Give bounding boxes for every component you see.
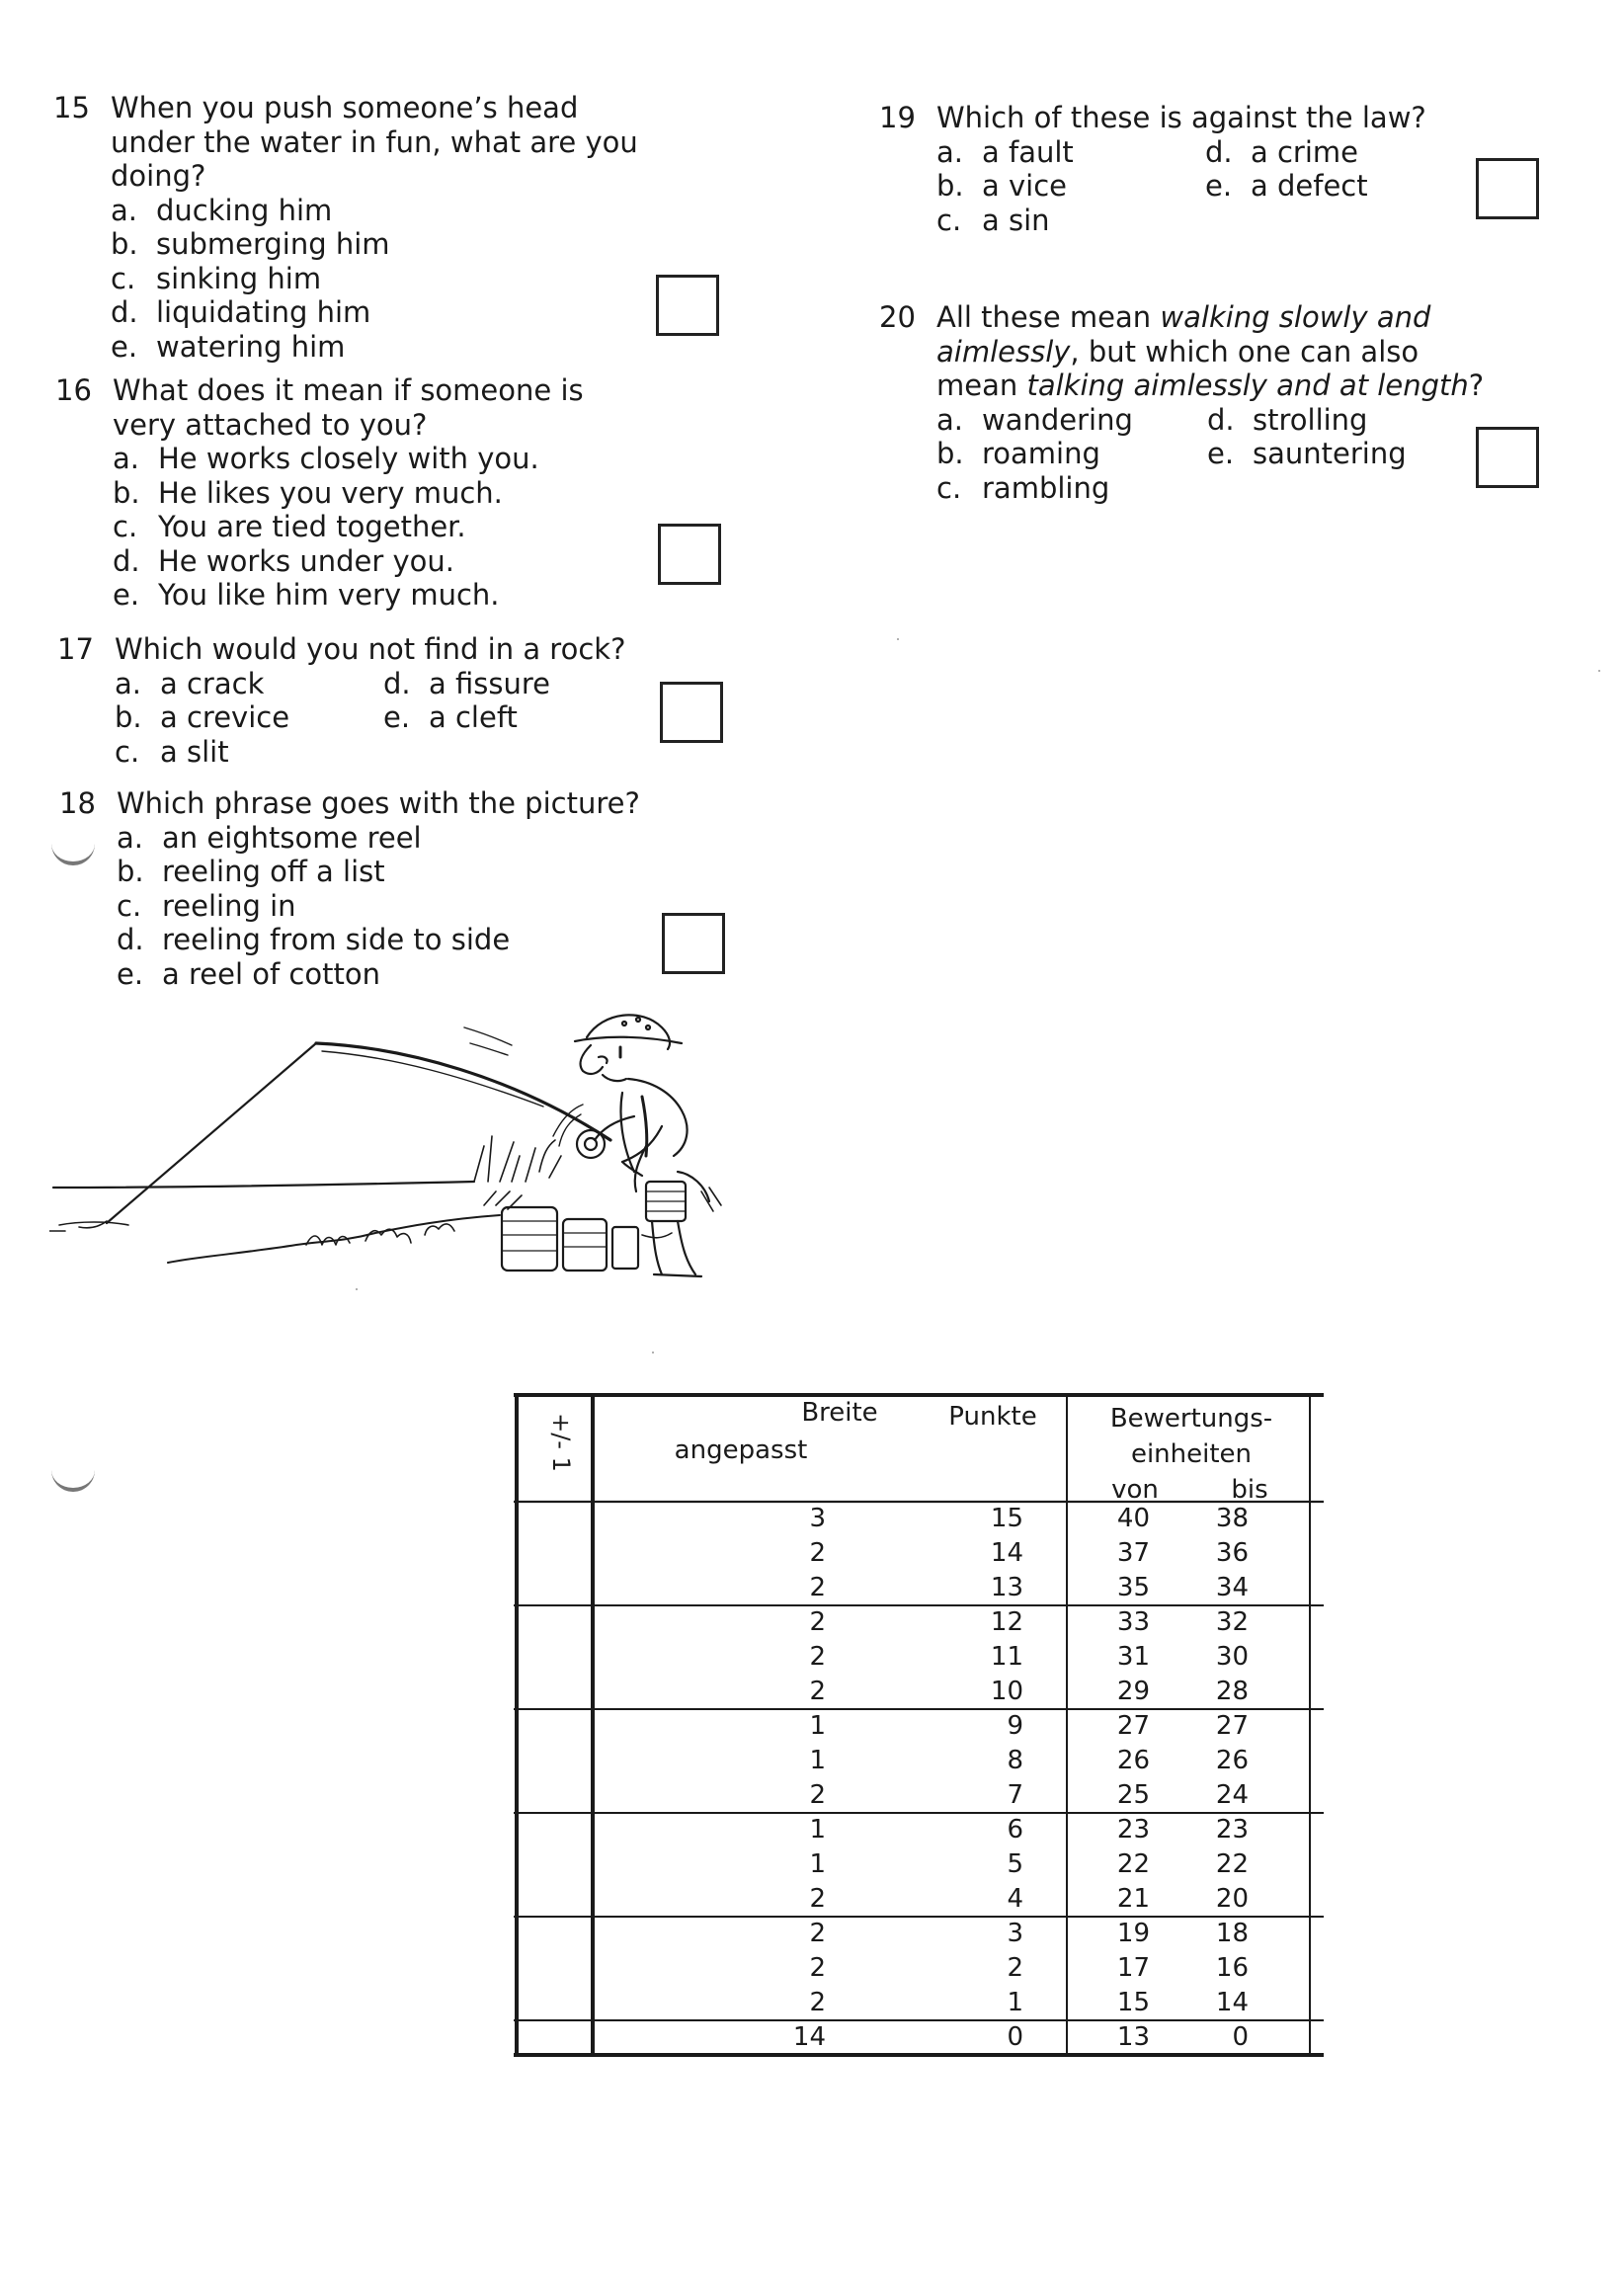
bis-cell: 32 <box>1215 1607 1249 1637</box>
option-a[interactable]: a. wandering <box>936 402 1133 437</box>
option-c[interactable]: c. You are tied together. <box>113 510 466 543</box>
breite-cell: 2 <box>809 1642 826 1672</box>
question-number: 15 <box>53 91 90 124</box>
question-stem: What does it mean if someone is very attached to you? <box>113 373 584 442</box>
punkte-cell: 5 <box>1007 1849 1023 1879</box>
punch-hole-mark <box>51 832 95 865</box>
bis-cell: 20 <box>1215 1884 1249 1914</box>
answer-box-18[interactable] <box>662 913 725 974</box>
header-breite: Breite <box>801 1398 878 1428</box>
question-stem: All these mean walking slowly and aimlessly, but which one can also mean talking aimlessly and at length? <box>936 300 1485 402</box>
von-cell: 23 <box>1116 1815 1150 1845</box>
bis-cell: 26 <box>1215 1746 1249 1775</box>
option-e[interactable]: e. a reel of cotton <box>117 956 380 991</box>
question-number: 19 <box>879 101 916 134</box>
question-16 <box>55 373 666 613</box>
header-punkte: Punkte <box>948 1402 1037 1432</box>
option-e[interactable]: e. a defect <box>1205 169 1368 203</box>
option-b[interactable]: b. a crevice <box>115 700 290 734</box>
punkte-cell: 12 <box>990 1607 1023 1637</box>
option-a[interactable]: a. ducking him <box>111 193 333 227</box>
bis-cell: 28 <box>1215 1677 1249 1706</box>
fisherman-illustration <box>49 998 741 1294</box>
question-stem: When you push someone’s head under the water in fun, what are you doing? <box>111 91 638 193</box>
header-von: von <box>1111 1475 1159 1505</box>
option-a[interactable]: a. He works closely with you. <box>113 442 539 475</box>
question-19 <box>879 101 1490 237</box>
breite-cell: 14 <box>792 2022 826 2052</box>
option-e[interactable]: e. You like him very much. <box>113 578 500 612</box>
von-cell: 31 <box>1116 1642 1150 1672</box>
punkte-cell: 7 <box>1007 1780 1023 1810</box>
option-d[interactable]: d. a crime <box>1205 134 1359 169</box>
option-a[interactable]: a. an eightsome reel <box>117 820 422 855</box>
option-e[interactable]: e. watering him <box>111 329 346 364</box>
von-cell: 33 <box>1116 1607 1150 1637</box>
breite-cell: 2 <box>809 1953 826 1983</box>
answer-box-15[interactable] <box>656 275 719 336</box>
punkte-cell: 9 <box>1007 1711 1023 1741</box>
bis-cell: 0 <box>1232 2022 1249 2052</box>
question-number: 18 <box>59 786 96 820</box>
option-d[interactable]: d. liquidating him <box>111 295 371 329</box>
punkte-cell: 10 <box>990 1677 1023 1706</box>
von-cell: 27 <box>1116 1711 1150 1741</box>
bis-cell: 30 <box>1215 1642 1249 1672</box>
option-b[interactable]: b. roaming <box>936 437 1100 470</box>
answer-box-17[interactable] <box>660 682 723 743</box>
options-col-2 <box>1207 403 1407 471</box>
breite-cell: 2 <box>809 1573 826 1602</box>
breite-cell: 3 <box>809 1504 826 1533</box>
question-17 <box>57 632 668 769</box>
option-c[interactable]: c. a sin <box>936 203 1050 237</box>
options-col-2 <box>383 667 550 735</box>
option-c[interactable]: c. sinking him <box>111 261 322 295</box>
bis-cell: 34 <box>1215 1573 1249 1602</box>
vertical-label: +/- 1 <box>547 1413 575 1472</box>
option-b[interactable]: b. He likes you very much. <box>113 475 503 510</box>
question-18 <box>59 786 670 991</box>
von-cell: 37 <box>1116 1538 1150 1568</box>
punkte-cell: 1 <box>1007 1988 1023 2017</box>
von-cell: 26 <box>1116 1746 1150 1775</box>
bis-cell: 27 <box>1215 1711 1249 1741</box>
breite-cell: 2 <box>809 1538 826 1568</box>
breite-cell: 2 <box>809 1884 826 1914</box>
bis-cell: 14 <box>1215 1988 1249 2017</box>
breite-cell: 1 <box>809 1746 826 1775</box>
bis-cell: 23 <box>1215 1815 1249 1845</box>
option-a[interactable]: a. a crack <box>115 666 265 700</box>
breite-cell: 1 <box>809 1849 826 1879</box>
header-bis: bis <box>1231 1475 1268 1505</box>
option-d[interactable]: d. He works under you. <box>113 543 455 578</box>
von-cell: 29 <box>1116 1677 1150 1706</box>
von-cell: 35 <box>1116 1573 1150 1602</box>
bis-cell: 22 <box>1215 1849 1249 1879</box>
punkte-cell: 13 <box>990 1573 1023 1602</box>
header-einheiten: einheiten <box>1130 1439 1253 1469</box>
bis-cell: 38 <box>1215 1504 1249 1533</box>
von-cell: 17 <box>1116 1953 1150 1983</box>
punkte-cell: 0 <box>1007 2022 1023 2052</box>
answer-box-19[interactable] <box>1476 158 1539 219</box>
scan-speck <box>652 1352 654 1353</box>
question-number: 16 <box>55 373 92 407</box>
answer-box-16[interactable] <box>658 524 721 585</box>
option-a[interactable]: a. a fault <box>936 134 1074 169</box>
bis-cell: 16 <box>1215 1953 1249 1983</box>
option-c[interactable]: c. rambling <box>936 470 1110 505</box>
question-stem: Which would you not find in a rock? <box>115 632 626 666</box>
bis-cell: 18 <box>1215 1919 1249 1948</box>
options-col-2 <box>1205 135 1368 204</box>
punkte-cell: 14 <box>990 1538 1023 1568</box>
breite-cell: 2 <box>809 1919 826 1948</box>
von-cell: 13 <box>1116 2022 1150 2052</box>
bis-cell: 24 <box>1215 1780 1249 1810</box>
option-b[interactable]: b. reeling off a list <box>117 855 385 888</box>
breite-cell: 1 <box>809 1711 826 1741</box>
breite-cell: 2 <box>809 1988 826 2017</box>
scan-speck <box>897 638 899 640</box>
question-15 <box>53 91 664 364</box>
scoring-table <box>514 1393 1324 2057</box>
option-e[interactable]: e. a cleft <box>383 700 518 734</box>
punkte-cell: 8 <box>1007 1746 1023 1775</box>
question-20 <box>879 300 1529 505</box>
question-stem: Which phrase goes with the picture? <box>117 786 640 820</box>
header-angepasst: angepasst <box>674 1435 808 1465</box>
punkte-cell: 3 <box>1007 1919 1023 1948</box>
von-cell: 15 <box>1116 1988 1150 2017</box>
breite-cell: 1 <box>809 1815 826 1845</box>
bis-cell: 36 <box>1215 1538 1249 1568</box>
von-cell: 25 <box>1116 1780 1150 1810</box>
von-cell: 19 <box>1116 1919 1150 1948</box>
breite-cell: 2 <box>809 1677 826 1706</box>
option-d[interactable]: d. strolling <box>1207 402 1368 437</box>
breite-cell: 2 <box>809 1780 826 1810</box>
option-c[interactable]: c. a slit <box>115 734 229 769</box>
punkte-cell: 2 <box>1007 1953 1023 1983</box>
scan-speck <box>1598 670 1600 672</box>
punkte-cell: 11 <box>990 1642 1023 1672</box>
von-cell: 22 <box>1116 1849 1150 1879</box>
question-stem: Which of these is against the law? <box>936 101 1426 134</box>
answer-box-20[interactable] <box>1476 427 1539 488</box>
option-d[interactable]: d. a fissure <box>383 666 550 700</box>
header-bewertungs: Bewertungs- <box>1109 1404 1273 1434</box>
von-cell: 21 <box>1116 1884 1150 1914</box>
option-d[interactable]: d. reeling from side to side <box>117 923 511 956</box>
option-e[interactable]: e. sauntering <box>1207 437 1407 470</box>
question-number: 17 <box>57 632 94 666</box>
punkte-cell: 6 <box>1007 1815 1023 1845</box>
punkte-cell: 15 <box>990 1504 1023 1533</box>
option-c[interactable]: c. reeling in <box>117 888 296 923</box>
breite-cell: 2 <box>809 1607 826 1637</box>
option-b[interactable]: b. submerging him <box>111 227 390 261</box>
von-cell: 40 <box>1116 1504 1150 1533</box>
punkte-cell: 4 <box>1007 1884 1023 1914</box>
punch-hole-mark <box>51 1458 95 1492</box>
question-number: 20 <box>879 300 916 334</box>
option-b[interactable]: b. a vice <box>936 169 1067 203</box>
